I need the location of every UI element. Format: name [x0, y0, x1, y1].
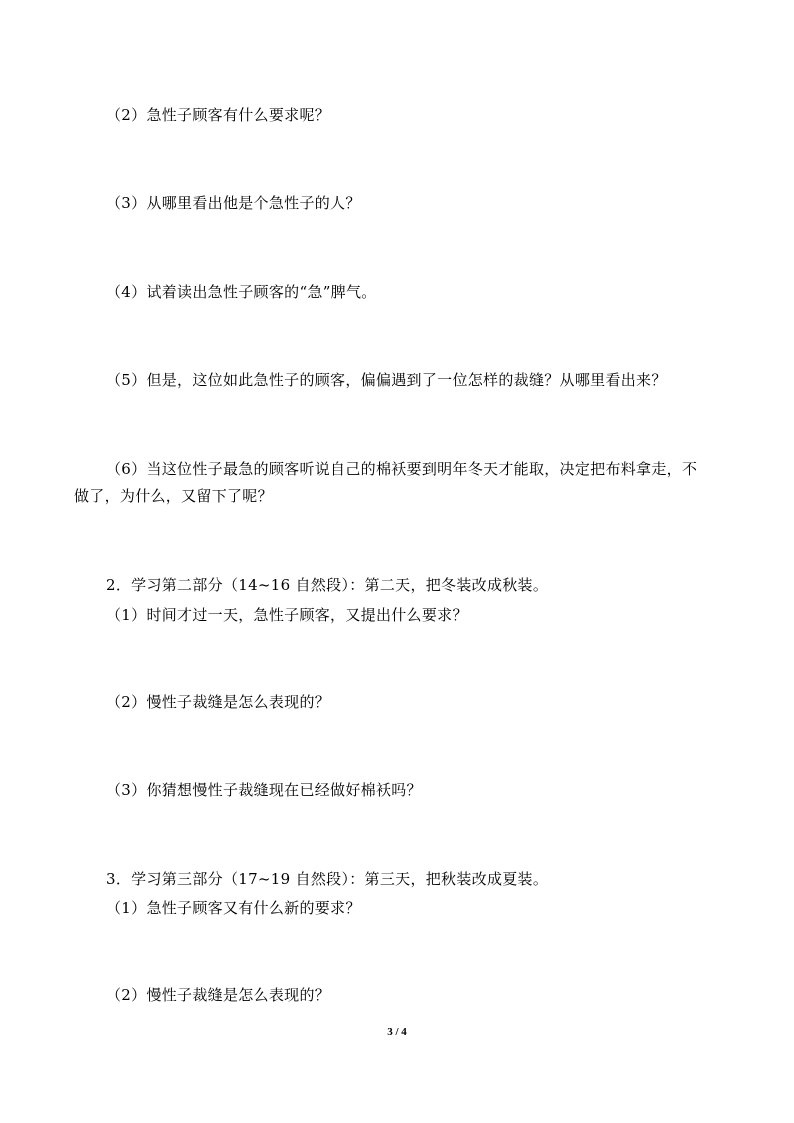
section-2-question-1: （1）时间才过一天，急性子顾客，又提出什么要求？: [106, 606, 468, 624]
section-3-question-2: （2）慢性子裁缝是怎么表现的？: [106, 986, 331, 1004]
question-4: （4）试着读出急性子顾客的“急”脾气。: [106, 283, 377, 301]
section-2-question-2: （2）慢性子裁缝是怎么表现的？: [106, 693, 331, 711]
section-3-heading: 3．学习第三部分（17~19 自然段）：第三天，把秋装改成夏装。: [106, 870, 549, 888]
question-3: （3）从哪里看出他是个急性子的人？: [106, 194, 361, 212]
page-number: 3 / 4: [387, 1026, 407, 1038]
section-2-heading: 2．学习第二部分（14~16 自然段）：第二天，把冬装改成秋装。: [106, 576, 549, 594]
question-6-line-2: 做了，为什么，又留下了呢？: [74, 487, 273, 505]
question-2: （2）急性子顾客有什么要求呢？: [106, 106, 331, 124]
section-3-question-1: （1）急性子顾客又有什么新的要求？: [106, 899, 361, 917]
question-6-line-1: （6）当这位性子最急的顾客听说自己的棉袄要到明年冬天才能取，决定把布料拿走，不: [106, 460, 698, 478]
question-5: （5）但是，这位如此急性子的顾客，偏偏遇到了一位怎样的裁缝？从哪里看出来？: [106, 371, 667, 389]
section-2-question-3: （3）你猜想慢性子裁缝现在已经做好棉袄吗？: [106, 781, 422, 799]
